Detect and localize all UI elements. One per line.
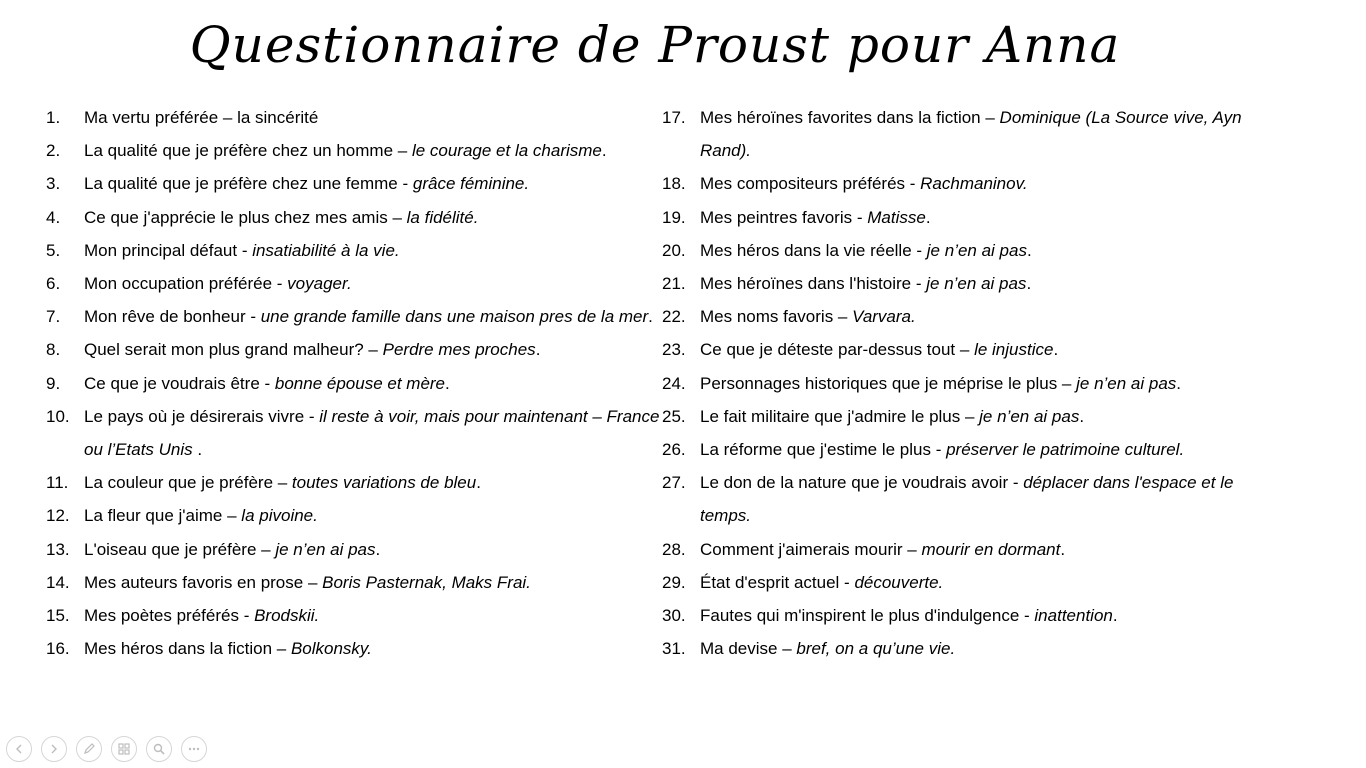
slides-grid-button[interactable] — [111, 736, 137, 762]
question-text: Mes compositeurs préférés - — [700, 174, 921, 194]
pen-button[interactable] — [76, 736, 102, 762]
question-text: Comment j'aimerais mourir – — [700, 539, 922, 559]
answer-text: mourir en dormant — [921, 539, 1061, 559]
question-number: 6. — [46, 274, 61, 294]
question-number: 26. — [662, 440, 686, 460]
question-text: Mon principal défaut - — [84, 240, 253, 260]
previous-slide-button[interactable] — [6, 736, 32, 762]
question-item — [46, 167, 666, 200]
question-text: L'oiseau que je préfère – — [84, 539, 276, 559]
question-text: Fautes qui m'inspirent le plus d'indulgence - — [700, 606, 1035, 626]
answer-text: Dominique (La Source vive, Ayn Rand). — [700, 108, 1242, 161]
question-number: 30. — [662, 606, 686, 626]
answer-text: grâce féminine. — [412, 174, 530, 194]
question-number: 2. — [46, 141, 61, 161]
question-number: 14. — [46, 572, 70, 592]
question-text: Quel serait mon plus grand malheur? – — [84, 340, 383, 360]
question-item — [662, 333, 1266, 366]
question-item — [662, 300, 1266, 333]
questions-right-column — [662, 101, 1266, 665]
answer-punctuation: . — [476, 473, 481, 493]
answer-text: une grande famille dans une maison pres de la mer — [260, 307, 649, 327]
answer-punctuation: . — [535, 340, 541, 360]
answer-text: préserver le patrimoine culturel. — [946, 440, 1185, 460]
question-text: Mes héros dans la fiction – — [84, 639, 291, 659]
next-slide-button[interactable] — [41, 736, 67, 762]
arrow-right-icon — [47, 742, 61, 756]
answer-text: Rachmaninov. — [920, 174, 1028, 194]
question-number: 17. — [662, 108, 686, 127]
question-item — [662, 201, 1266, 234]
answer-punctuation: . — [648, 307, 653, 327]
question-number: 1. — [46, 108, 61, 127]
question-number: 5. — [46, 240, 61, 260]
question-item — [662, 433, 1266, 466]
question-number: 31. — [662, 639, 686, 659]
question-text: Ce que je déteste par-dessus tout – — [700, 340, 975, 360]
question-item — [46, 499, 666, 532]
question-text: Mon rêve de bonheur - — [84, 307, 261, 327]
answer-punctuation: . — [192, 440, 203, 460]
question-text: Mes héroïnes dans l'histoire - — [700, 274, 927, 294]
question-text: Le don de la nature que je voudrais avoir - — [700, 473, 1024, 493]
answer-text: bonne épouse et mère — [274, 373, 446, 393]
answer-text: Boris Pasternak, Maks Frai. — [322, 572, 531, 592]
question-text: Mes peintres favoris - — [700, 207, 868, 227]
question-item — [662, 566, 1266, 599]
question-item — [46, 333, 666, 366]
question-number: 24. — [662, 373, 686, 393]
questions-left-column — [46, 101, 666, 665]
question-text: La réforme que j'estime le plus - — [700, 440, 947, 460]
answer-text: la pivoine. — [241, 506, 318, 526]
question-text: Mes poètes préférés - — [84, 606, 255, 626]
question-number: 29. — [662, 572, 686, 592]
answer-text: je n’en ai pas — [979, 406, 1080, 426]
question-item — [662, 167, 1266, 200]
answer-text: inattention — [1034, 606, 1113, 626]
answer-text: la fidélité. — [406, 207, 479, 227]
question-number: 19. — [662, 207, 686, 227]
question-text: La fleur que j'aime – — [84, 506, 242, 526]
answer-punctuation: . — [925, 207, 931, 227]
question-item — [46, 300, 666, 333]
question-item — [662, 101, 1266, 167]
answer-text: déplacer dans l'espace et le temps. — [700, 473, 1234, 526]
answer-text: Matisse — [867, 207, 926, 227]
question-item — [46, 134, 666, 167]
question-text: Personnages historiques que je méprise le plus – — [700, 373, 1077, 393]
pen-icon — [82, 742, 96, 756]
grid-icon — [117, 742, 131, 756]
arrow-left-icon — [12, 742, 26, 756]
answer-text: découverte. — [854, 572, 944, 592]
answer-punctuation: . — [1112, 606, 1118, 626]
question-number: 8. — [46, 340, 61, 360]
zoom-button[interactable] — [146, 736, 172, 762]
question-text: La couleur que je préfère – — [84, 473, 292, 493]
question-number: 28. — [662, 539, 686, 559]
question-item — [46, 101, 666, 134]
question-number: 7. — [46, 307, 61, 327]
answer-text: je n’en ai pas — [275, 539, 376, 559]
ellipsis-icon — [187, 742, 201, 756]
question-number: 11. — [46, 473, 69, 493]
more-options-button[interactable] — [181, 736, 207, 762]
answer-punctuation: . — [1079, 406, 1085, 426]
question-item — [662, 533, 1266, 566]
answer-text: je n’en ai pas — [926, 240, 1027, 260]
magnifier-icon — [152, 742, 166, 756]
question-number: 9. — [46, 373, 61, 393]
question-item — [46, 267, 666, 300]
answer-punctuation: . — [1026, 274, 1032, 294]
question-item — [662, 234, 1266, 267]
question-text: Le fait militaire que j'admire le plus – — [700, 406, 980, 426]
answer-text: Bolkonsky. — [290, 639, 372, 659]
answer-text: je n’en ai pas — [926, 274, 1027, 294]
answer-text: il reste à voir, mais pour maintenant – France ou l’Etats Unis — [84, 406, 660, 460]
answer-punctuation: . — [601, 141, 607, 161]
question-text: La qualité que je préfère chez un homme – — [84, 141, 412, 161]
question-number: 13. — [46, 539, 70, 559]
question-number: 12. — [46, 506, 70, 526]
question-item — [662, 632, 1266, 665]
question-text: Le pays où je désirerais vivre - — [84, 406, 320, 426]
question-number: 25. — [662, 406, 686, 426]
question-number: 10. — [46, 406, 70, 426]
answer-punctuation: . — [375, 539, 381, 559]
answer-punctuation: . — [1060, 539, 1066, 559]
question-item — [46, 533, 666, 566]
slide-title: Questionnaire de Proust pour Anna — [189, 16, 1121, 74]
question-item — [662, 367, 1266, 400]
question-text: Mes héroïnes favorites dans la fiction – — [700, 108, 1000, 127]
question-text: La qualité que je préfère chez une femme - — [84, 174, 413, 194]
answer-text: bref, on a qu’une vie. — [796, 639, 956, 659]
question-number: 20. — [662, 240, 686, 260]
question-text: Ma devise – — [700, 639, 797, 659]
question-item — [46, 599, 666, 632]
answer-text: le courage et la charisme — [411, 141, 602, 161]
answer-text: insatiabilité à la vie. — [252, 240, 400, 260]
question-number: 27. — [662, 473, 686, 493]
presentation-toolbar — [6, 736, 207, 764]
question-text: Ma vertu préférée – la sincérité — [84, 108, 319, 127]
answer-text: Varvara. — [852, 307, 916, 327]
question-text: Mes noms favoris – — [700, 307, 853, 327]
question-item — [46, 400, 666, 466]
question-number: 18. — [662, 174, 686, 194]
question-item — [46, 201, 666, 234]
question-number: 22. — [662, 307, 686, 327]
answer-punctuation: . — [445, 373, 450, 393]
answer-text: Perdre mes proches — [382, 340, 536, 360]
question-text: Mes auteurs favoris en prose – — [84, 572, 323, 592]
answer-punctuation: . — [1176, 373, 1182, 393]
question-number: 3. — [46, 174, 61, 194]
question-number: 23. — [662, 340, 686, 360]
question-text: Mes héros dans la vie réelle - — [700, 240, 927, 260]
question-text: Ce que j'apprécie le plus chez mes amis – — [84, 207, 407, 227]
answer-text: je n’en ai pas — [1076, 373, 1177, 393]
question-item — [46, 234, 666, 267]
question-text: État d'esprit actuel - — [700, 572, 855, 592]
answer-text: le injustice — [974, 340, 1054, 360]
question-item — [662, 400, 1266, 433]
answer-text: voyager. — [287, 274, 352, 294]
question-item — [662, 599, 1266, 632]
answer-text: Brodskii. — [254, 606, 320, 626]
question-item — [46, 632, 666, 665]
question-item — [46, 566, 666, 599]
answer-punctuation: . — [1053, 340, 1059, 360]
question-item — [46, 367, 666, 400]
question-text: Mon occupation préférée - — [84, 274, 288, 294]
question-number: 4. — [46, 207, 61, 227]
question-item — [662, 466, 1266, 532]
question-item — [46, 466, 666, 499]
question-item — [662, 267, 1266, 300]
answer-punctuation: . — [1026, 240, 1032, 260]
question-number: 15. — [46, 606, 70, 626]
answer-text: toutes variations de bleu — [291, 473, 477, 493]
question-number: 21. — [662, 274, 686, 294]
question-text: Ce que je voudrais être - — [84, 373, 275, 393]
question-number: 16. — [46, 639, 70, 659]
